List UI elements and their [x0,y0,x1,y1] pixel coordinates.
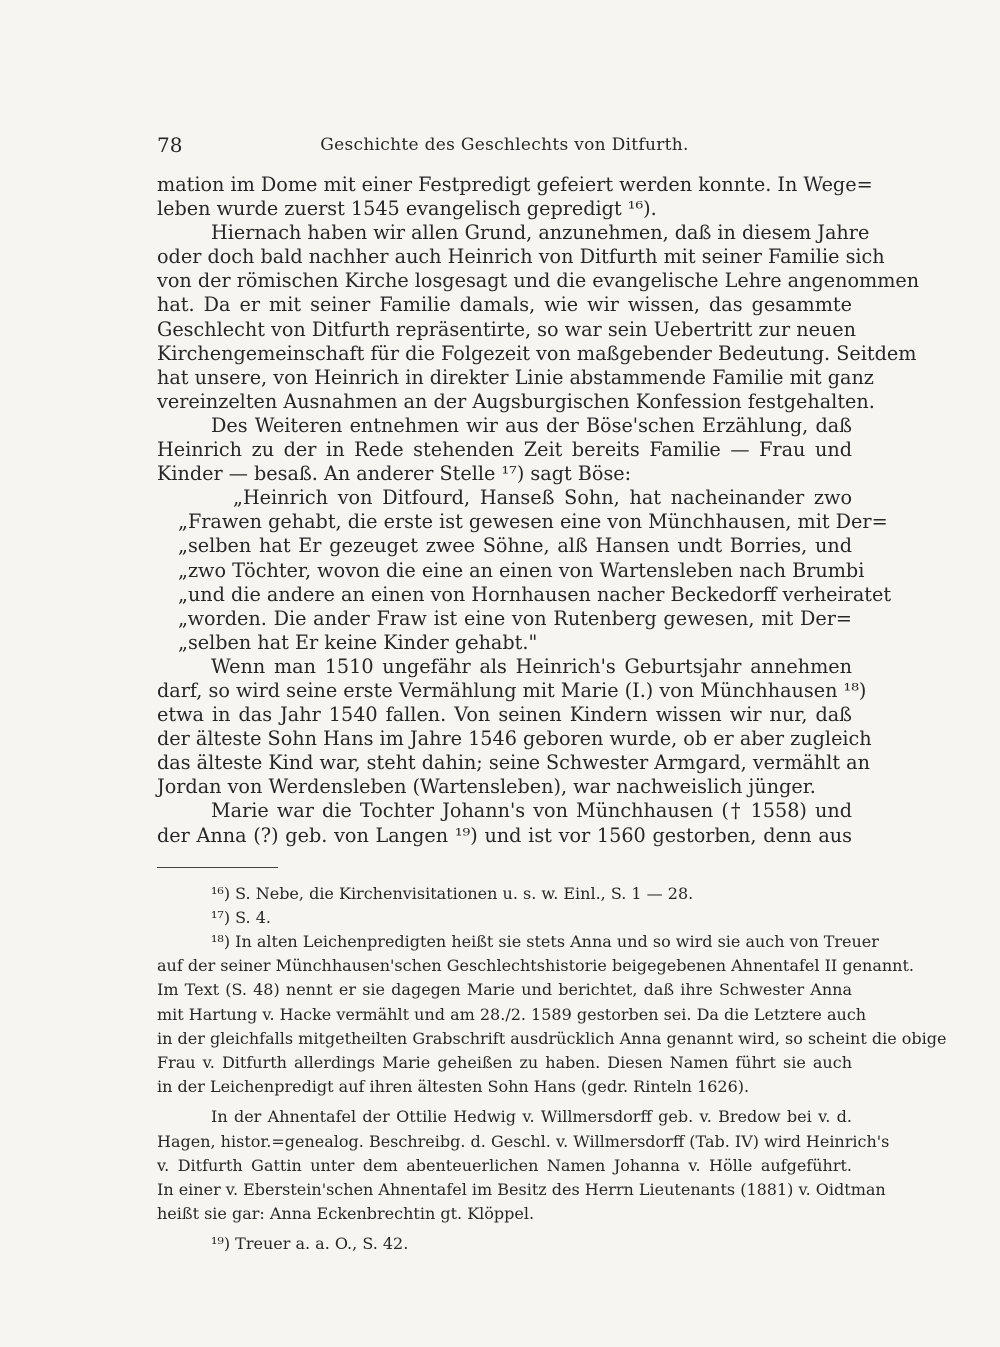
text-line: von der römischen Kirche losgesagt und die evangelische Lehre angenommen [157,269,920,293]
text-line: Des Weiteren entnehmen wir aus der Böse'schen Erzählung, daß [211,413,852,437]
text-line: leben wurde zuerst 1545 evangelisch gepredigt ¹⁶). [157,197,657,221]
text-line: mation im Dome mit einer Festpredigt gefeiert werden konnte. In Wege= [157,173,873,196]
footnote-rule [157,867,278,868]
text-line: Wenn man 1510 ungefähr als Heinrich's Geburtsjahr annehmen [211,654,852,678]
footnote-line: in der Leichenpredigt auf ihren ältesten Sohn Hans (gedr. Rinteln 1626). [157,1077,750,1097]
text-line: der älteste Sohn Hans im Jahre 1546 geboren wurde, ob er aber zugleich [157,727,872,751]
text-line: „zwo Töchter, wovon die eine an einen von Wartensleben nach Brumbi [178,558,865,582]
text-line: „selben hat Er keine Kinder gehabt." [178,630,538,654]
text-line: hat unsere, von Heinrich in direkter Linie abstammende Familie mit ganz [157,365,874,389]
text-line: „selben hat Er gezeuget zwee Söhne, alß Hansen undt Borries, und [178,534,852,558]
footnote-line: auf der seiner Münchhausen'schen Geschlechtshistorie beigegebenen Ahnentafel II genannt. [157,956,914,976]
text-line: darf, so wird seine erste Vermählung mit Marie (I.) von Münchhausen ¹⁸) [157,678,867,702]
footnote-line: Im Text (S. 48) nennt er sie dagegen Marie und berichtet, daß ihre Schwester Anna [157,980,852,1000]
text-line: vereinzelten Ausnahmen an der Augsburgischen Konfession festgehalten. [157,389,875,413]
footnote-line: Frau v. Ditfurth allerdings Marie geheißen zu haben. Diesen Namen führt sie auch [157,1052,852,1072]
page-header [157,133,852,163]
footnote-line: ¹⁹) Treuer a. a. O., S. 42. [211,1234,409,1254]
text-line: Jordan von Werdensleben (Wartensleben), war nachweislich jünger. [157,775,816,799]
text-line: Marie war die Tochter Johann's von Münchhausen († 1558) und [211,799,852,823]
text-line: Hiernach haben wir allen Grund, anzunehmen, daß in diesem Jahre [211,221,870,245]
text-line: der Anna (?) geb. von Langen ¹⁹) und ist vor 1560 gestorben, denn aus [157,823,852,847]
footnotes [157,882,947,1257]
page-number: 78 [157,133,183,157]
footnote-line: v. Ditfurth Gattin unter dem abenteuerlichen Namen Johanna v. Hölle aufgeführt. [157,1155,852,1175]
footnote-line: In einer v. Eberstein'schen Ahnentafel im Besitz des Herrn Lieutenants (1881) v. Oidtman [157,1179,886,1199]
text-line: oder doch bald nachher auch Heinrich von Ditfurth mit seiner Familie sich [157,245,885,269]
text-line: Heinrich zu der in Rede stehenden Zeit bereits Familie — Frau und [157,438,852,462]
main-text [157,173,947,1256]
text-line: Geschlecht von Ditfurth repräsentirte, so war sein Uebertritt zur neuen [157,317,857,341]
text-line: etwa in das Jahr 1540 fallen. Von seinen Kindern wissen wir nur, daß [157,703,852,727]
text-line: hat. Da er mit seiner Familie damals, wie wir wissen, das gesammte [157,293,852,317]
text-line: „Frawen gehabt, die erste ist gewesen eine von Münchhausen, mit Der= [178,510,888,534]
footnote-line: in der gleichfalls mitgetheilten Grabschrift ausdrücklich Anna genannt wird, so scheint die obige [157,1028,947,1048]
footnote-line: mit Hartung v. Hacke vermählt und am 28./2. 1589 gestorben sei. Da die Letztere auch [157,1004,867,1024]
text-line: Kinder — besaß. An anderer Stelle ¹⁷) sagt Böse: [157,462,632,486]
footnote-line: ¹⁶) S. Nebe, die Kirchenvisitationen u. s. w. Einl., S. 1 — 28. [211,883,694,903]
text-line: Kirchengemeinschaft für die Folgezeit von maßgebender Bedeutung. Seitdem [157,341,917,365]
text-line: „worden. Die ander Fraw ist eine von Rutenberg gewesen, mit Der= [178,606,852,630]
footnote-line: heißt sie gar: Anna Eckenbrechtin gt. Klöppel. [157,1204,535,1224]
footnote-line: Hagen, histor.=genealog. Beschreibg. d. Geschl. v. Willmersdorff (Tab. IV) wird Heinrich's [157,1131,890,1151]
footnote-line: ¹⁷) S. 4. [211,907,271,927]
text-line: das älteste Kind war, steht dahin; seine Schwester Armgard, vermählt an [157,751,870,775]
footnote-line: In der Ahnentafel der Ottilie Hedwig v. Willmersdorff geb. v. Bredow bei v. d. [211,1107,852,1127]
footnote-line: ¹⁸) In alten Leichenpredigten heißt sie stets Anna und so wird sie auch von Treuer [211,932,879,951]
body-text [157,173,920,848]
text-line: „und die andere an einen von Hornhausen nacher Beckedorff verheiratet [178,582,892,606]
text-line: „Heinrich von Ditfourd, Hanseß Sohn, hat nacheinander zwo [233,486,852,510]
running-title: Geschichte des Geschlechts von Ditfurth. [320,135,689,155]
